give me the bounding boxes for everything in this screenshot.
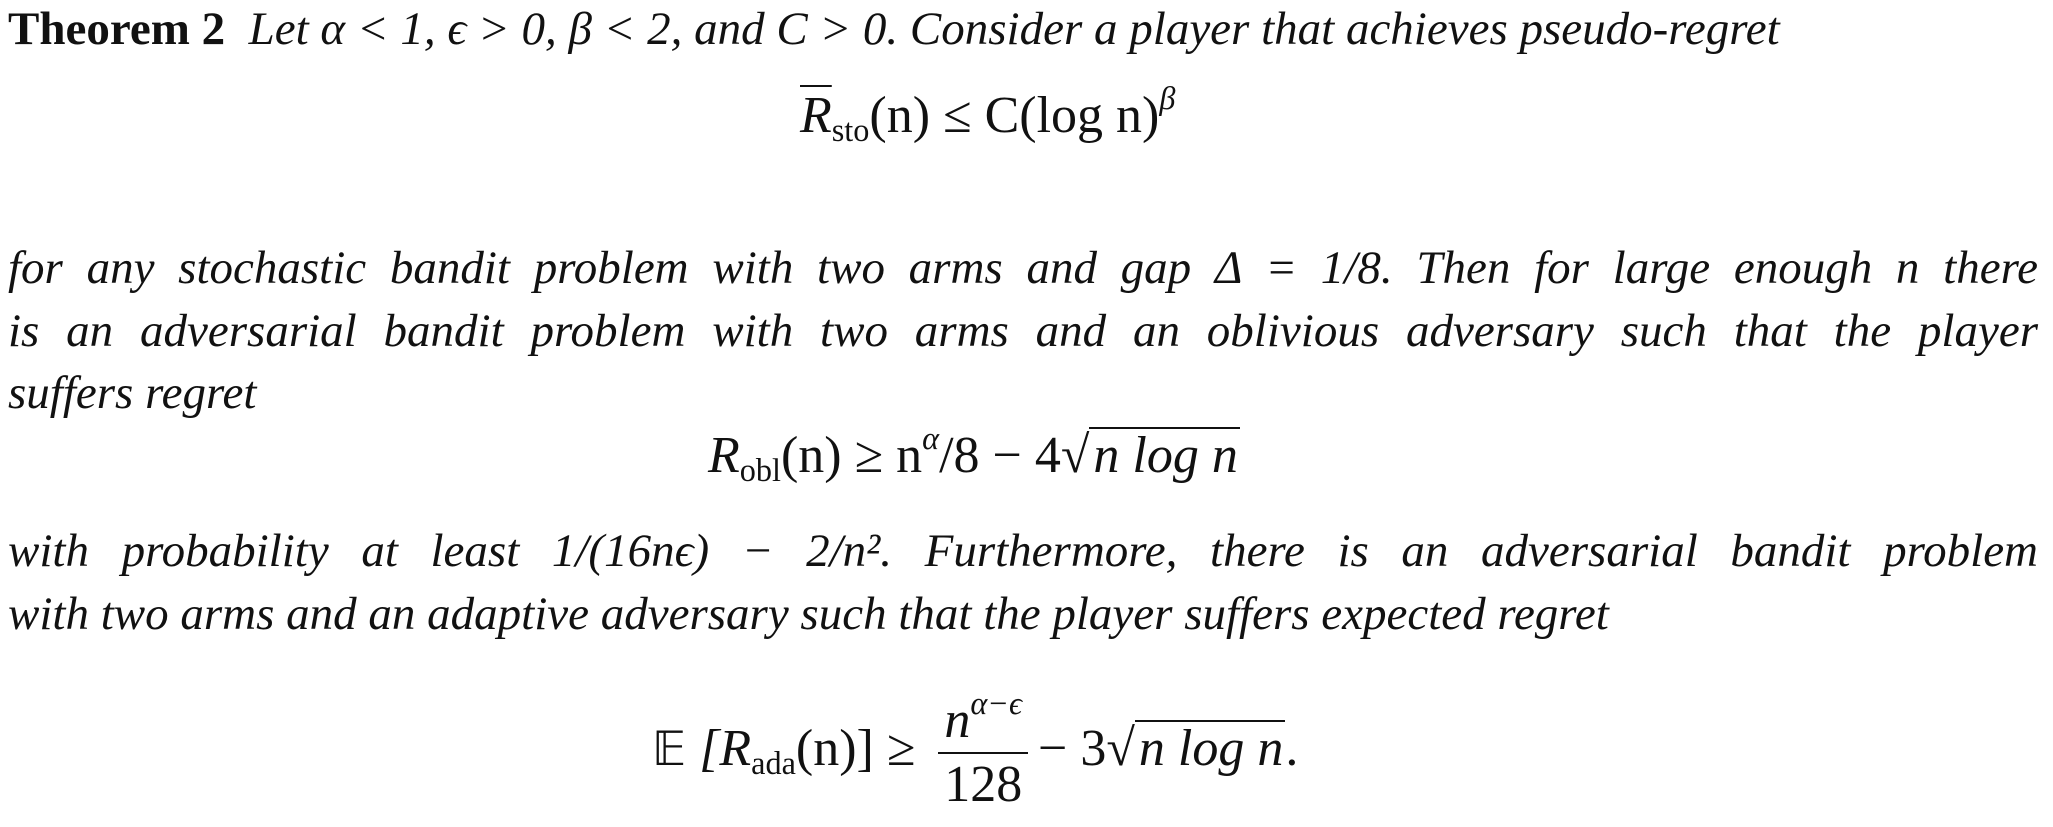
theorem-line-6: with two arms and an adaptive adversary such that the player suffers expected regret: [8, 588, 1609, 640]
theorem-line-3: is an adversarial bandit problem with two arms and an oblivious adversary such that the player: [8, 305, 2038, 357]
eq2-sub: obl: [739, 452, 781, 489]
sqrt-symbol: √n log n: [1060, 427, 1238, 484]
eq2-rhs2: /8 − 4: [939, 427, 1061, 484]
equation-adaptive-regret: [652, 684, 1299, 816]
theorem-label: Theorem 2: [8, 3, 226, 55]
equation-pseudo-regret: [800, 79, 1176, 149]
eq2-radicand: n log n: [1089, 427, 1239, 483]
eq2-exp: α: [922, 419, 940, 456]
eq1-exp: β: [1159, 79, 1176, 116]
theorem-line-5: with probability at least 1/(16nϵ) − 2/n². Furthermore, there is an adversarial bandit problem: [8, 525, 2038, 577]
eq1-R: $\overline{R}$: [800, 87, 832, 144]
eq3-end: .: [1285, 719, 1299, 777]
theorem-line-2: for any stochastic bandit problem with two arms and gap Δ = 1/8. Then for large enough n there: [8, 242, 2038, 294]
equation-oblivious-regret: [708, 419, 1240, 489]
eq3-R: [R: [699, 719, 752, 777]
fraction: [938, 684, 1028, 816]
fraction-denominator: 128: [944, 756, 1023, 813]
eq3-sub: ada: [751, 744, 796, 781]
eq3-rhs2: − 3: [1038, 719, 1107, 777]
eq1-rest: (n) ≤ C(log n): [869, 87, 1160, 144]
eq2-R: R: [708, 427, 740, 484]
numerator-exp: α−ϵ: [970, 684, 1023, 721]
eq2-rhs1: (n) ≥ n: [780, 427, 923, 484]
eq1-sub: sto: [831, 112, 870, 149]
sqrt-symbol-2: √n log n: [1106, 719, 1284, 777]
theorem-line-1: [8, 0, 2038, 58]
eq3-lhs-rest: (n)] ≥: [795, 719, 916, 777]
eq3-radicand: n log n: [1135, 720, 1285, 776]
expectation-symbol: 𝔼: [652, 722, 687, 777]
theorem-statement-1: Let α < 1, ϵ > 0, β < 2, and C > 0. Consider a player that achieves pseudo-regret: [248, 3, 1780, 55]
theorem-line-4: suffers regret: [8, 367, 257, 419]
fraction-numerator: $n^{\alpha-\epsilon}$: [938, 690, 1028, 754]
